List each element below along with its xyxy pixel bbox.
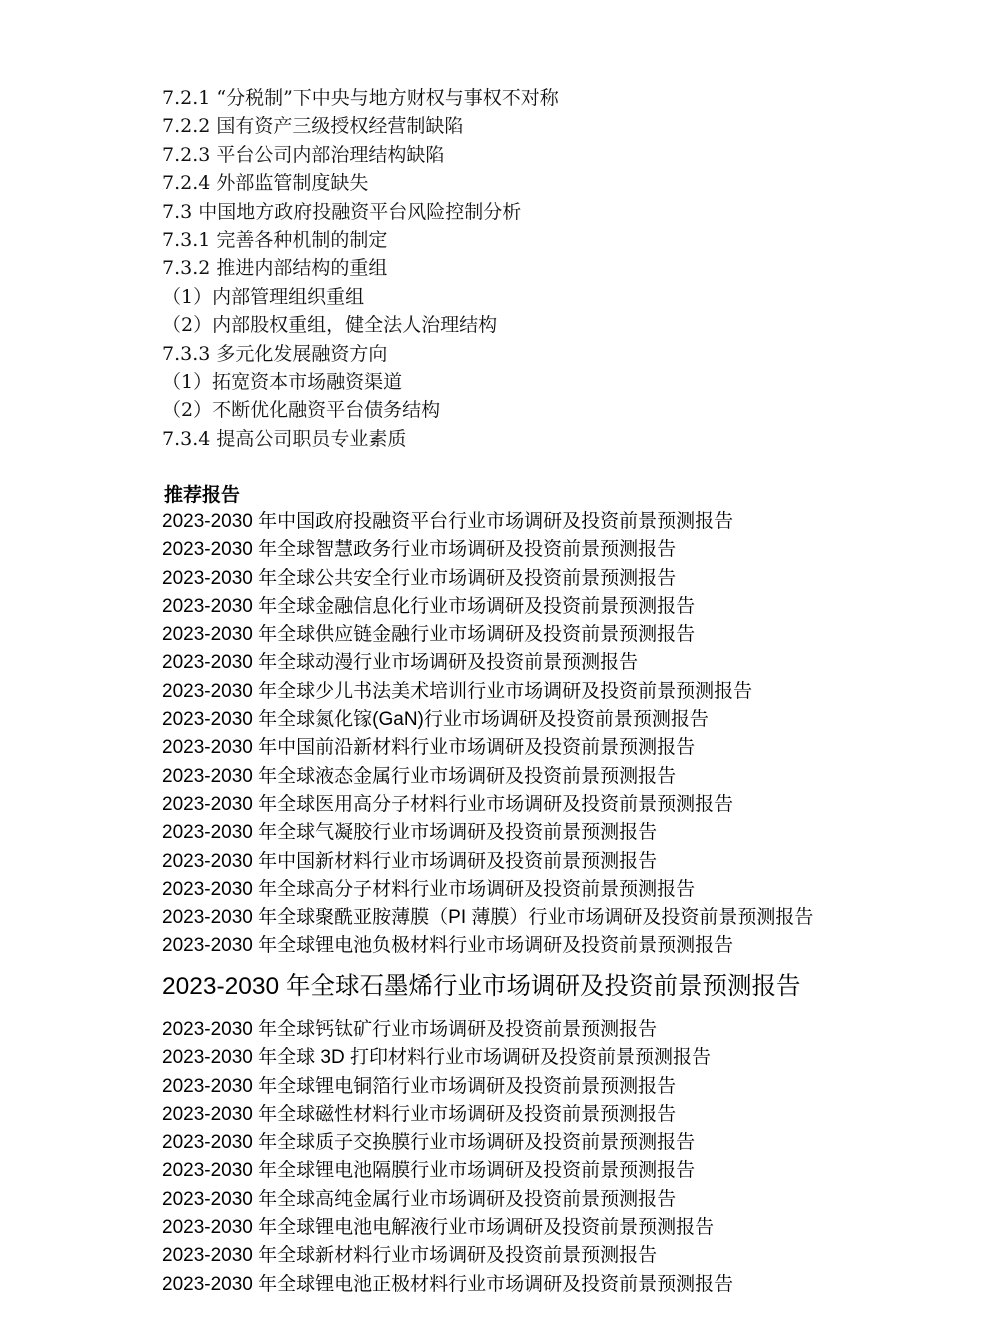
report-link[interactable]: 2023-2030 年全球质子交换膜行业市场调研及投资前景预测报告: [162, 1132, 696, 1154]
report-link[interactable]: 2023-2030 年中国前沿新材料行业市场调研及投资前景预测报告: [162, 737, 696, 759]
recommended-reports-heading: 推荐报告: [164, 484, 241, 506]
report-link[interactable]: 2023-2030 年全球高纯金属行业市场调研及投资前景预测报告: [162, 1188, 677, 1210]
report-link[interactable]: 2023-2030 年全球新材料行业市场调研及投资前景预测报告: [162, 1245, 658, 1267]
toc-entry: 7.3.1 完善各种机制的制定: [162, 228, 388, 251]
report-link[interactable]: 2023-2030 年全球公共安全行业市场调研及投资前景预测报告: [162, 567, 677, 589]
toc-entry: 7.3.4 提高公司职员专业素质: [162, 427, 407, 450]
report-link[interactable]: 2023-2030 年全球锂电池负极材料行业市场调研及投资前景预测报告: [162, 935, 734, 957]
report-link[interactable]: 2023-2030 年全球金融信息化行业市场调研及投资前景预测报告: [162, 595, 696, 617]
report-link[interactable]: 2023-2030 年全球磁性材料行业市场调研及投资前景预测报告: [162, 1103, 677, 1125]
report-link[interactable]: 2023-2030 年全球智慧政务行业市场调研及投资前景预测报告: [162, 539, 677, 561]
toc-entry: 7.2.3 平台公司内部治理结构缺陷: [162, 143, 445, 166]
report-link[interactable]: 2023-2030 年全球锂电池隔膜行业市场调研及投资前景预测报告: [162, 1160, 696, 1182]
report-link[interactable]: 2023-2030 年全球锂电铜箔行业市场调研及投资前景预测报告: [162, 1075, 677, 1097]
toc-entry: （1）内部管理组织重组: [162, 285, 365, 308]
toc-entry: （1）拓宽资本市场融资渠道: [162, 370, 403, 393]
report-link[interactable]: 2023-2030 年全球锂电池电解液行业市场调研及投资前景预测报告: [162, 1217, 715, 1239]
report-link[interactable]: 2023-2030 年全球 3D 打印材料行业市场调研及投资前景预测报告: [162, 1047, 711, 1069]
report-link[interactable]: 2023-2030 年全球氮化镓(GaN)行业市场调研及投资前景预测报告: [162, 709, 709, 731]
report-link[interactable]: 2023-2030 年全球钙钛矿行业市场调研及投资前景预测报告: [162, 1019, 658, 1040]
report-link[interactable]: 2023-2030 年全球锂电池正极材料行业市场调研及投资前景预测报告: [162, 1273, 734, 1295]
report-link-large[interactable]: 2023-2030 年全球石墨烯行业市场调研及投资前景预测报告: [162, 973, 801, 1000]
toc-entry: 7.2.1 “分税制”下中央与地方财权与事权不对称: [162, 87, 559, 109]
toc-entry: 7.3.3 多元化发展融资方向: [162, 342, 388, 365]
report-link[interactable]: 2023-2030 年全球聚酰亚胺薄膜（PI 薄膜）行业市场调研及投资前景预测报告: [162, 907, 814, 929]
toc-entry: 7.2.4 外部监管制度缺失: [162, 172, 369, 195]
table-of-contents: [162, 84, 982, 453]
report-link[interactable]: 2023-2030 年全球动漫行业市场调研及投资前景预测报告: [162, 652, 639, 674]
toc-entry: （2）不断优化融资平台债务结构: [162, 399, 441, 422]
toc-entry: （2）内部股权重组，健全法人治理结构: [162, 314, 498, 337]
report-link[interactable]: 2023-2030 年全球液态金属行业市场调研及投资前景预测报告: [162, 765, 677, 787]
report-link[interactable]: 2023-2030 年全球高分子材料行业市场调研及投资前景预测报告: [162, 878, 696, 900]
report-link[interactable]: 2023-2030 年中国政府投融资平台行业市场调研及投资前景预测报告: [162, 511, 734, 532]
toc-entry: 7.2.2 国有资产三级授权经营制缺陷: [162, 115, 464, 138]
toc-entry: 7.3.2 推进内部结构的重组: [162, 257, 388, 280]
recommended-reports-list: [162, 508, 982, 961]
report-link[interactable]: 2023-2030 年全球供应链金融行业市场调研及投资前景预测报告: [162, 624, 696, 646]
report-link[interactable]: 2023-2030 年中国新材料行业市场调研及投资前景预测报告: [162, 850, 658, 872]
recommended-reports-list: [162, 1016, 982, 1299]
report-link[interactable]: 2023-2030 年全球医用高分子材料行业市场调研及投资前景预测报告: [162, 793, 734, 815]
toc-entry: 7.3 中国地方政府投融资平台风险控制分析: [162, 200, 522, 223]
report-link[interactable]: 2023-2030 年全球少儿书法美术培训行业市场调研及投资前景预测报告: [162, 680, 753, 702]
report-link[interactable]: 2023-2030 年全球气凝胶行业市场调研及投资前景预测报告: [162, 822, 658, 844]
